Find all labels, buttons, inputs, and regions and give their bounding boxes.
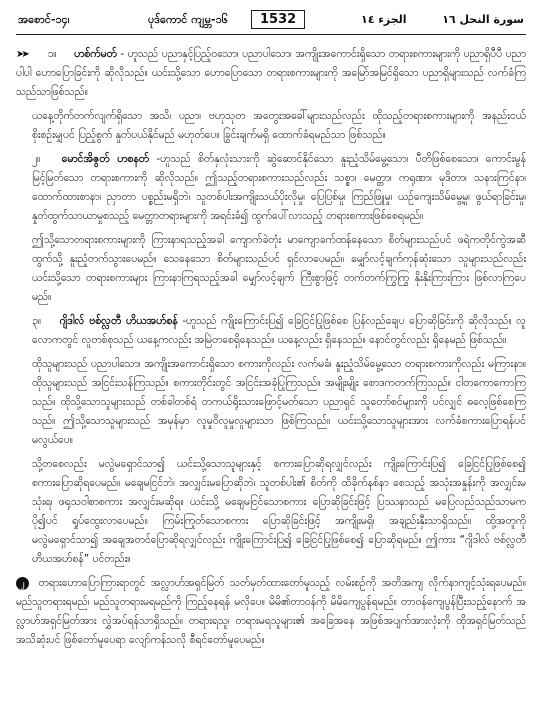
section-label: ပုဒ်ကောင် ကျမ္ဘ-၁၆ bbox=[148, 13, 228, 26]
entry-title: ဂျိဒါလ် ဗစ်လ္လတီ ဟိယအဟ်စန် bbox=[59, 315, 178, 327]
entry-body: -ဟူသည် စိတ်နှလုံးသားကို ဆွဲဆောင်နိုင်သော နူးညံ့သိမ်မွေ့သော၊ ပီတိဖြစ်စေသော၊ ကောင်းမွန်မြင့်မြတ်သော တရားစကားကို ဆိုလိုသည်။ ဤသည့်တရားစကားသည်လည်း သစ္စာ၊ မေတ္တာ၊ ကရုဏာ၊ မုဒိတာ၊ သနားကြင်နာ၊ ထောက်ထားစာနာ၊ ညှာတာ ပစ္စည်းမရှိဘဲ၊ သူတစ်ပါးအကျိုးသယ်ပိုးလိုမှု၊ ပြေပြစ်မှု၊ ကြည်ဖြူမှု၊ ယဉ်ကျေးသိမ်မွေ့မှု၊ ဖွယ်ရာခြင်းမှု၊ နှုတ်ထွက်သာယာမှုစသည့် မေတ္တာတရားများကို အရင်းခံ၍ ထွက်ပေါ်လာသည့် တရားစကားဖြစ်စေရမည်။ bbox=[32, 153, 527, 222]
page-header bbox=[16, 10, 526, 35]
page-body bbox=[16, 45, 526, 650]
surah-label: سورة النحل ١٦ bbox=[442, 13, 524, 26]
paragraph: ထိုသူများသည် ပညာပါသော၊ အကျိုးအကောင်းရှိသော စကားကိုလည်း လက်မခံ၊ နူးညံ့သိမ်မွေ့သော တရားစကားကိုလည်း မကြားနာ။ ထိုသူများသည် အငြင်းသန်ကြသည်။ စကားတိုင်းတွင် အငြင်းအခုံပြုကြသည်။ အမျိုးမျိုး စောဒကတက်ကြသည်။ ငါတကောကောကြသည်။ ထိုသို့သောသူများသည် တစ်ခါတစ်ရံ တကယ်ရိုးသားဖြောင့်မတ်သော ပညာရှင် သူတော်စင်များကို ပင်လျှင် ဓလေ့ဖြစ်စေကြသည်။ ဤသို့သောသူများသည် အမှန်မှာ လူမှုဝိလူမှုလူများသာ ဖြစ်ကြသည်။ ယင်းသို့သောသူများအား လက်ခံစကားပြောရန်ပင် မလွယ်ပေ။ bbox=[32, 358, 526, 446]
page-number: 1532 bbox=[251, 10, 305, 29]
entry-2 bbox=[16, 150, 526, 226]
closing-paragraph bbox=[16, 574, 526, 650]
paragraph: တရားဟောပြောကြားရာတွင် အလ္လာဟ်အရှင်မြတ် သတ်မှတ်ထားတော်မူသည့် လမ်းစဉ်ကို အတိအကျ လိုက်နာကျင့်သုံးရပေမည်။ မည်သူတရားရမည်၊ မည်သူတရားမရမည်ကို ကြည့်နေရန် မလိုပေ။ မိမိ၏တာဝန်ကို မိမိကျေပွန်ရမည်။ တာဝန်ကျေပွန်ပြီးသည့်နောက် အလ္လာဟ်အရှင်မြတ်အား လွှဲအပ်ရန်သာရှိသည်။ တရားရသူ၊ တရားမရသူများ၏ အခြေအနေ အဖြစ်အပျက်အားလုံးကို ထိုအရှင်မြတ်သည် အသိဆုံးပင် ဖြစ်တော်မူပေရာ လျော်ကန်သလို စီရင်တော်မူပေမည်။ bbox=[16, 577, 526, 646]
juz-label: الجزء ١٤ bbox=[361, 13, 407, 26]
entry-number: ၂။ bbox=[32, 153, 41, 165]
entry-title: မောင်အိဇွတ် ဟစနတ် bbox=[61, 153, 150, 165]
entry-body: -ဟူသည် ကျိုးကြောင်းပြ၍ ခြေငြင်ပြုဖြစ်စေ ပြန်လည်ချေပ ပြောဆိုခြင်းကို ဆိုလိုသည်။ လူလောကတွင် လူတစ်စုသည် ယနေ့ကလည်း အမြဲတစေရှိနေသည်။ ယနေ့လည်း ရှိနေသည်။ နောင်တွင်လည်း ရှိနေမည် ဖြစ်သည်။ bbox=[32, 315, 526, 346]
entry-number: ၁။ bbox=[47, 48, 57, 60]
paragraph: ဤသို့သောတရားစကားများကို ကြားနာရသည့်အခါ ကျောက်ခဲတုံး မာကျောခက်ထန်နေသော စိတ်များသည်ပင် ဖရဲကတိုင်ကွဲအဆီထွက်သို့ နူးညံ့တက်သွားပေမည်။ သေနေသော စိတ်များသည်ပင် ရှင်လာပေမည်။ မျှော်လင့်ချက်ကုန်ဆုံးသော သူများသည်လည်း ယင်းသို့သော တရားစကားများ ကြားနာကြရသည့်အခါ မျှော်လင့်ချက် ကြီးစွာဖြင့် တက်တက်ကြွကြွ နိုးနိုးကြားကြား ဖြစ်လာကြပေမည်။ bbox=[32, 234, 526, 303]
entry-1 bbox=[16, 45, 526, 102]
double-triangle-arrow-icon: ➤➤ bbox=[16, 49, 27, 60]
circled-number-icon: ၂ bbox=[16, 577, 29, 590]
paragraph: ယနေ့တိုက်တက်လျက်ရှိသော အသိ၊ ပညာ၊ ဗဟုသုတ အတွေးအခေါ်များသည်လည်း ထိုသည့်တရားစကားများကို အနည်းငယ်စိုးစဉ်းမျှပင် ပြည့်စွက် နှုတ်ပယ်နိုင်မည် မဟုတ်ပေ။ ခြွင်းချက်မရှိ ထောက်ခံရမည်သာ ဖြစ်သည်။ bbox=[32, 110, 526, 141]
entry-title: ဟစ်က်မတ် bbox=[74, 48, 117, 60]
entry-3 bbox=[16, 312, 526, 350]
entry-body: - ဟူသည် ပညာနှင့်ပြည့်ဝသော၊ ပညာပါသော၊ အကျိုးအကောင်းရှိသော တရားစကားများကို ပညာရှိပီပီ ပညာပါပါ ဟောပြောခြင်းကို ဆိုလိုသည်။ ယင်းသို့သော ဟောပြောသော တရားစကားများကို အမြော်အမြင်ရှိသော ပညာရှိများသည် လက်ခံကြသည်သာဖြစ်သည်။ bbox=[16, 48, 527, 98]
entry-number: ၃။ bbox=[32, 315, 42, 327]
chapter-label: အစောင်-၁၄၊ bbox=[18, 13, 70, 26]
paragraph: သို့တစေလည်း မလွဲမရှောင်သာ၍ ယင်းသို့သောသူများနှင့် စကားပြောဆိုရလျှင်လည်း ကျိုးကြောင်းပြ၍ ခြေငြင်ပြုဖြစ်စေ၍ စကားပြောဆိုရပေမည်။ မချေမငြင်ဘဲ၊ အလျှင်းမပြောဆိုဘဲ၊ သူတစ်ပါး၏ စိတ်ကို ထိခိုက်နစ်နာ စေသည့် အသုံးအနှုန်းကို အလျှင်းမသုံးရ၊ ဖရုသဝါစာစကား အလျှင်းမဆိုရ။ ယင်းသို့ မချေမငြင်သောစကား ပြောဆိုခြင်းဖြင့် ပြဿနာသည် မပြေလည်သည်သာမက ပို၍ပင် ရှုပ်ထွေးလာပေမည်။ ကြမ်းကြုတ်သောစကား ပြောဆိုခြင်းဖြင့် အကျိုးမရှိ၊ အချည်းနှီးသာရှိသည်။ ထို့အတူကို မလွဲမရှောင်သာ၍ အချေအတင်ပြောဆိုရလျှင်လည်း ကျိုးကြောင်းပြ၍ ခြေငြင်ပြုဖြစ်စေ၍ ပြောဆိုရမည်။ ဤကား “ဂျိဒါလ် ဗစ်လ္လတီ ဟိယအဟ်စန်” ပင်တည်း။ bbox=[32, 458, 526, 565]
